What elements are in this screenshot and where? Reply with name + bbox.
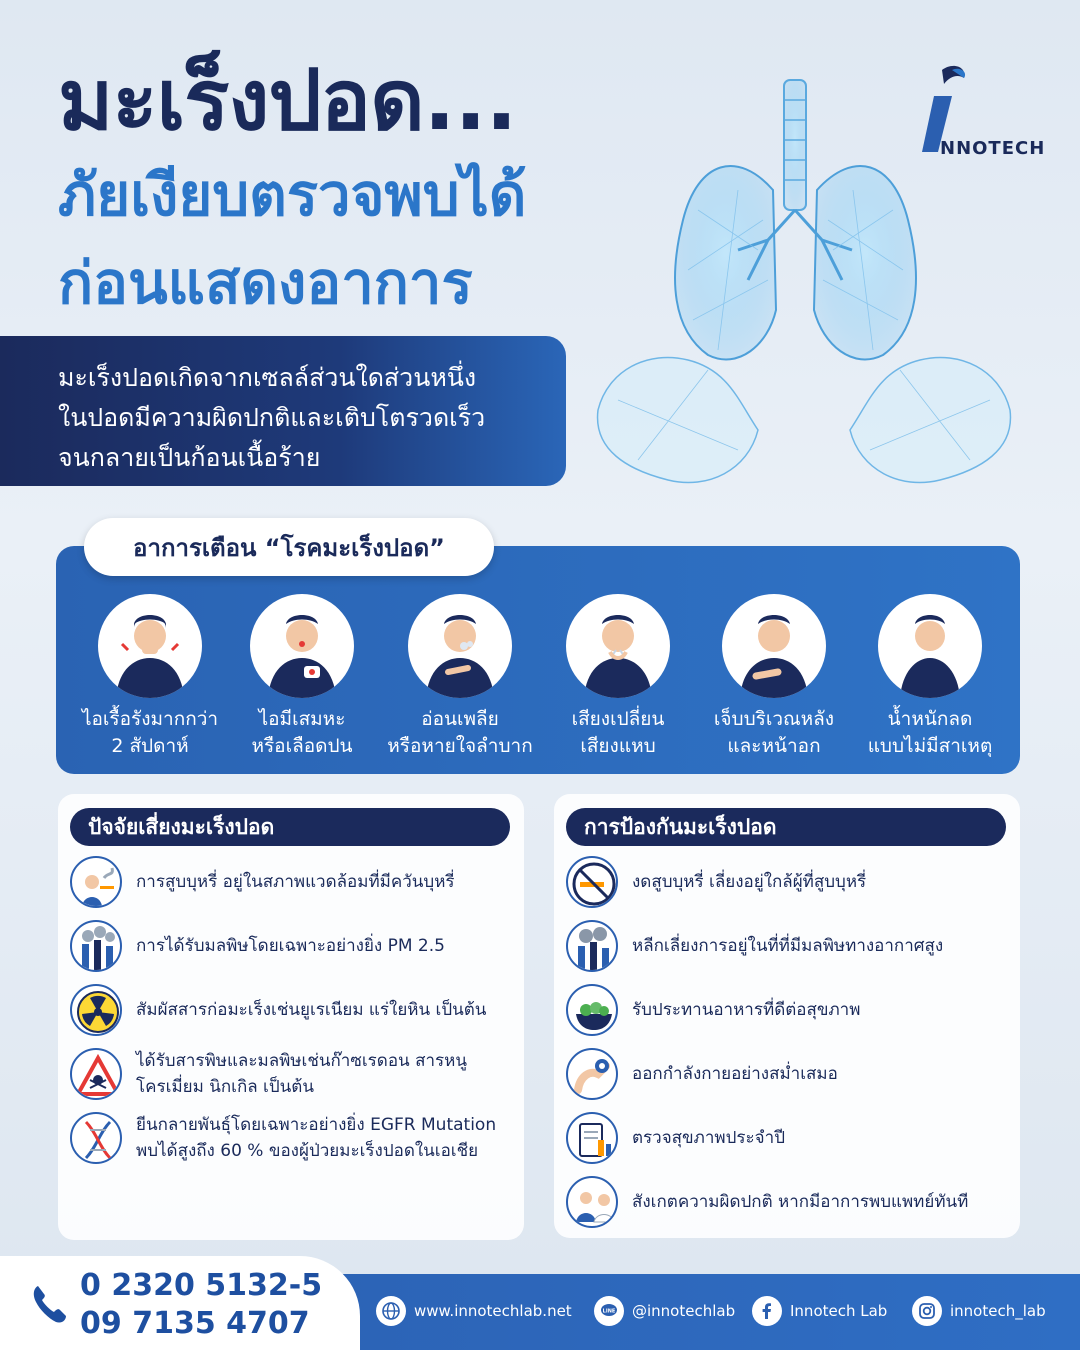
prevention-item: [566, 1112, 785, 1164]
symptom-label: เจ็บบริเวณหลัง: [713, 708, 835, 730]
smoking-icon: [70, 856, 122, 908]
dna-icon: [70, 1112, 122, 1164]
risk-factors-card: [58, 794, 524, 1240]
symptom-label: แบบไม่มีสาเหตุ: [867, 735, 993, 757]
weight-loss-person-icon: [878, 594, 982, 698]
svg-text:LINE: LINE: [602, 1308, 616, 1315]
prevention-heading: การป้องกันมะเร็งปอด: [566, 808, 1006, 846]
symptom-label: ไอมีเสมหะ: [258, 708, 346, 730]
website-text: www.innotechlab.net: [414, 1302, 572, 1320]
symptom-label: เสียงแหบ: [580, 735, 656, 757]
symptoms-heading: อาการเตือน “โรคมะเร็งปอด”: [84, 518, 494, 576]
prevention-item: [566, 1048, 838, 1100]
exercise-icon: [566, 1048, 618, 1100]
risk-text: ได้รับสารพิษและมลพิษเช่นก๊าซเรดอน สารหนู: [136, 1051, 467, 1071]
symptom-label: เสียงเปลี่ยน: [571, 708, 665, 730]
hoarse-voice-person-icon: [566, 594, 670, 698]
instagram-link[interactable]: [912, 1296, 1046, 1326]
phone-number-2[interactable]: 09 7135 4707: [80, 1306, 310, 1341]
phone-icon: [30, 1282, 70, 1326]
no-smoking-icon: [566, 856, 618, 908]
risk-item: [70, 1112, 496, 1164]
symptom-label: หรือหายใจลำบาก: [387, 735, 533, 757]
page-subtitle-line2: ก่อนแสดงอาการ: [58, 249, 473, 317]
risk-factors-heading: ปัจจัยเสี่ยงมะเร็งปอด: [70, 808, 510, 846]
facebook-text: Innotech Lab: [790, 1302, 888, 1320]
instagram-icon: [912, 1296, 942, 1326]
risk-item: [70, 1048, 467, 1100]
risk-text: สัมผัสสารก่อมะเร็งเช่นยูเรเนียม แร่ใยหิน เป็นต้น: [136, 1000, 487, 1020]
symptom-label: น้ำหนักลด: [887, 708, 973, 730]
risk-item: [70, 920, 445, 972]
toxic-warning-icon: [70, 1048, 122, 1100]
symptom-item: [70, 594, 230, 760]
prevention-text: สังเกตความผิดปกติ หากมีอาการพบแพทย์ทันที: [632, 1192, 969, 1212]
prevention-text: ออกกำลังกายอย่างสม่ำเสมอ: [632, 1064, 838, 1084]
risk-text: พบได้สูงถึง 60 % ของผู้ป่วยมะเร็งปอดในเอเชีย: [136, 1141, 479, 1161]
symptom-label: หรือเลือดปน: [251, 735, 353, 757]
page-title: มะเร็งปอด...: [58, 51, 517, 149]
intro-line: มะเร็งปอดเกิดจากเซลล์ส่วนใดส่วนหนึ่ง: [58, 363, 477, 392]
chest-pain-person-icon: [722, 594, 826, 698]
symptom-label: และหน้าอก: [727, 735, 821, 757]
line-text: @innotechlab: [632, 1302, 736, 1320]
page-subtitle-line1: ภัยเงียบตรวจพบได้: [58, 161, 527, 229]
tired-person-icon: [408, 594, 512, 698]
symptom-item: [222, 594, 382, 760]
symptom-item: [694, 594, 854, 760]
factory-pollution-icon: [70, 920, 122, 972]
risk-item: [70, 856, 455, 908]
see-doctor-icon: [566, 1176, 618, 1228]
website-link[interactable]: [376, 1296, 572, 1326]
line-link[interactable]: [594, 1296, 735, 1326]
symptom-item: [538, 594, 698, 760]
prevention-text: ตรวจสุขภาพประจำปี: [632, 1128, 785, 1148]
prevention-item: [566, 920, 943, 972]
prevention-text: หลีกเลี่ยงการอยู่ในที่ที่มีมลพิษทางอากาศสูง: [632, 936, 944, 956]
intro-line: จนกลายเป็นก้อนเนื้อร้าย: [58, 443, 321, 472]
annual-checkup-icon: [566, 1112, 618, 1164]
risk-item: [70, 984, 486, 1036]
radiation-icon: [70, 984, 122, 1036]
risk-text: การสูบบุหรี่ อยู่ในสภาพแวดล้อมที่มีควันบุหรี่: [136, 872, 455, 892]
healthy-food-icon: [566, 984, 618, 1036]
air-pollution-icon: [566, 920, 618, 972]
intro-line: ในปอดมีความผิดปกติและเติบโตรวดเร็ว: [58, 403, 486, 432]
line-app-icon: [594, 1296, 624, 1326]
risk-text: โครเมี่ยม นิกเกิล เป็นต้น: [136, 1077, 314, 1097]
prevention-text: งดสูบบุหรี่ เลี่ยงอยู่ใกล้ผู้ที่สูบบุหรี่: [632, 872, 867, 892]
symptom-label: 2 สัปดาห์: [111, 735, 189, 757]
symptom-item: [850, 594, 1010, 760]
symptom-label: ไอเรื้อรังมากกว่า: [81, 708, 219, 730]
facebook-icon: [752, 1296, 782, 1326]
logo-text: NNOTECH: [940, 138, 1046, 159]
instagram-text: innotech_lab: [950, 1302, 1046, 1320]
symptom-item: [380, 594, 540, 760]
prevention-item: [566, 1176, 968, 1228]
facebook-link[interactable]: [752, 1296, 887, 1326]
prevention-text: รับประทานอาหารที่ดีต่อสุขภาพ: [632, 1000, 861, 1020]
intro-box: [0, 336, 566, 486]
phone-number-1[interactable]: 0 2320 5132-5: [80, 1268, 323, 1303]
prevention-item: [566, 984, 860, 1036]
prevention-card: [554, 794, 1020, 1238]
coughing-person-icon: [98, 594, 202, 698]
symptom-label: อ่อนเพลีย: [421, 708, 499, 730]
risk-text: การได้รับมลพิษโดยเฉพาะอย่างยิ่ง PM 2.5: [136, 936, 445, 956]
coughing-blood-person-icon: [250, 594, 354, 698]
risk-text: ยีนกลายพันธุ์โดยเฉพาะอย่างยิ่ง EGFR Mutation: [136, 1115, 497, 1135]
globe-icon: [376, 1296, 406, 1326]
prevention-item: [566, 856, 866, 908]
